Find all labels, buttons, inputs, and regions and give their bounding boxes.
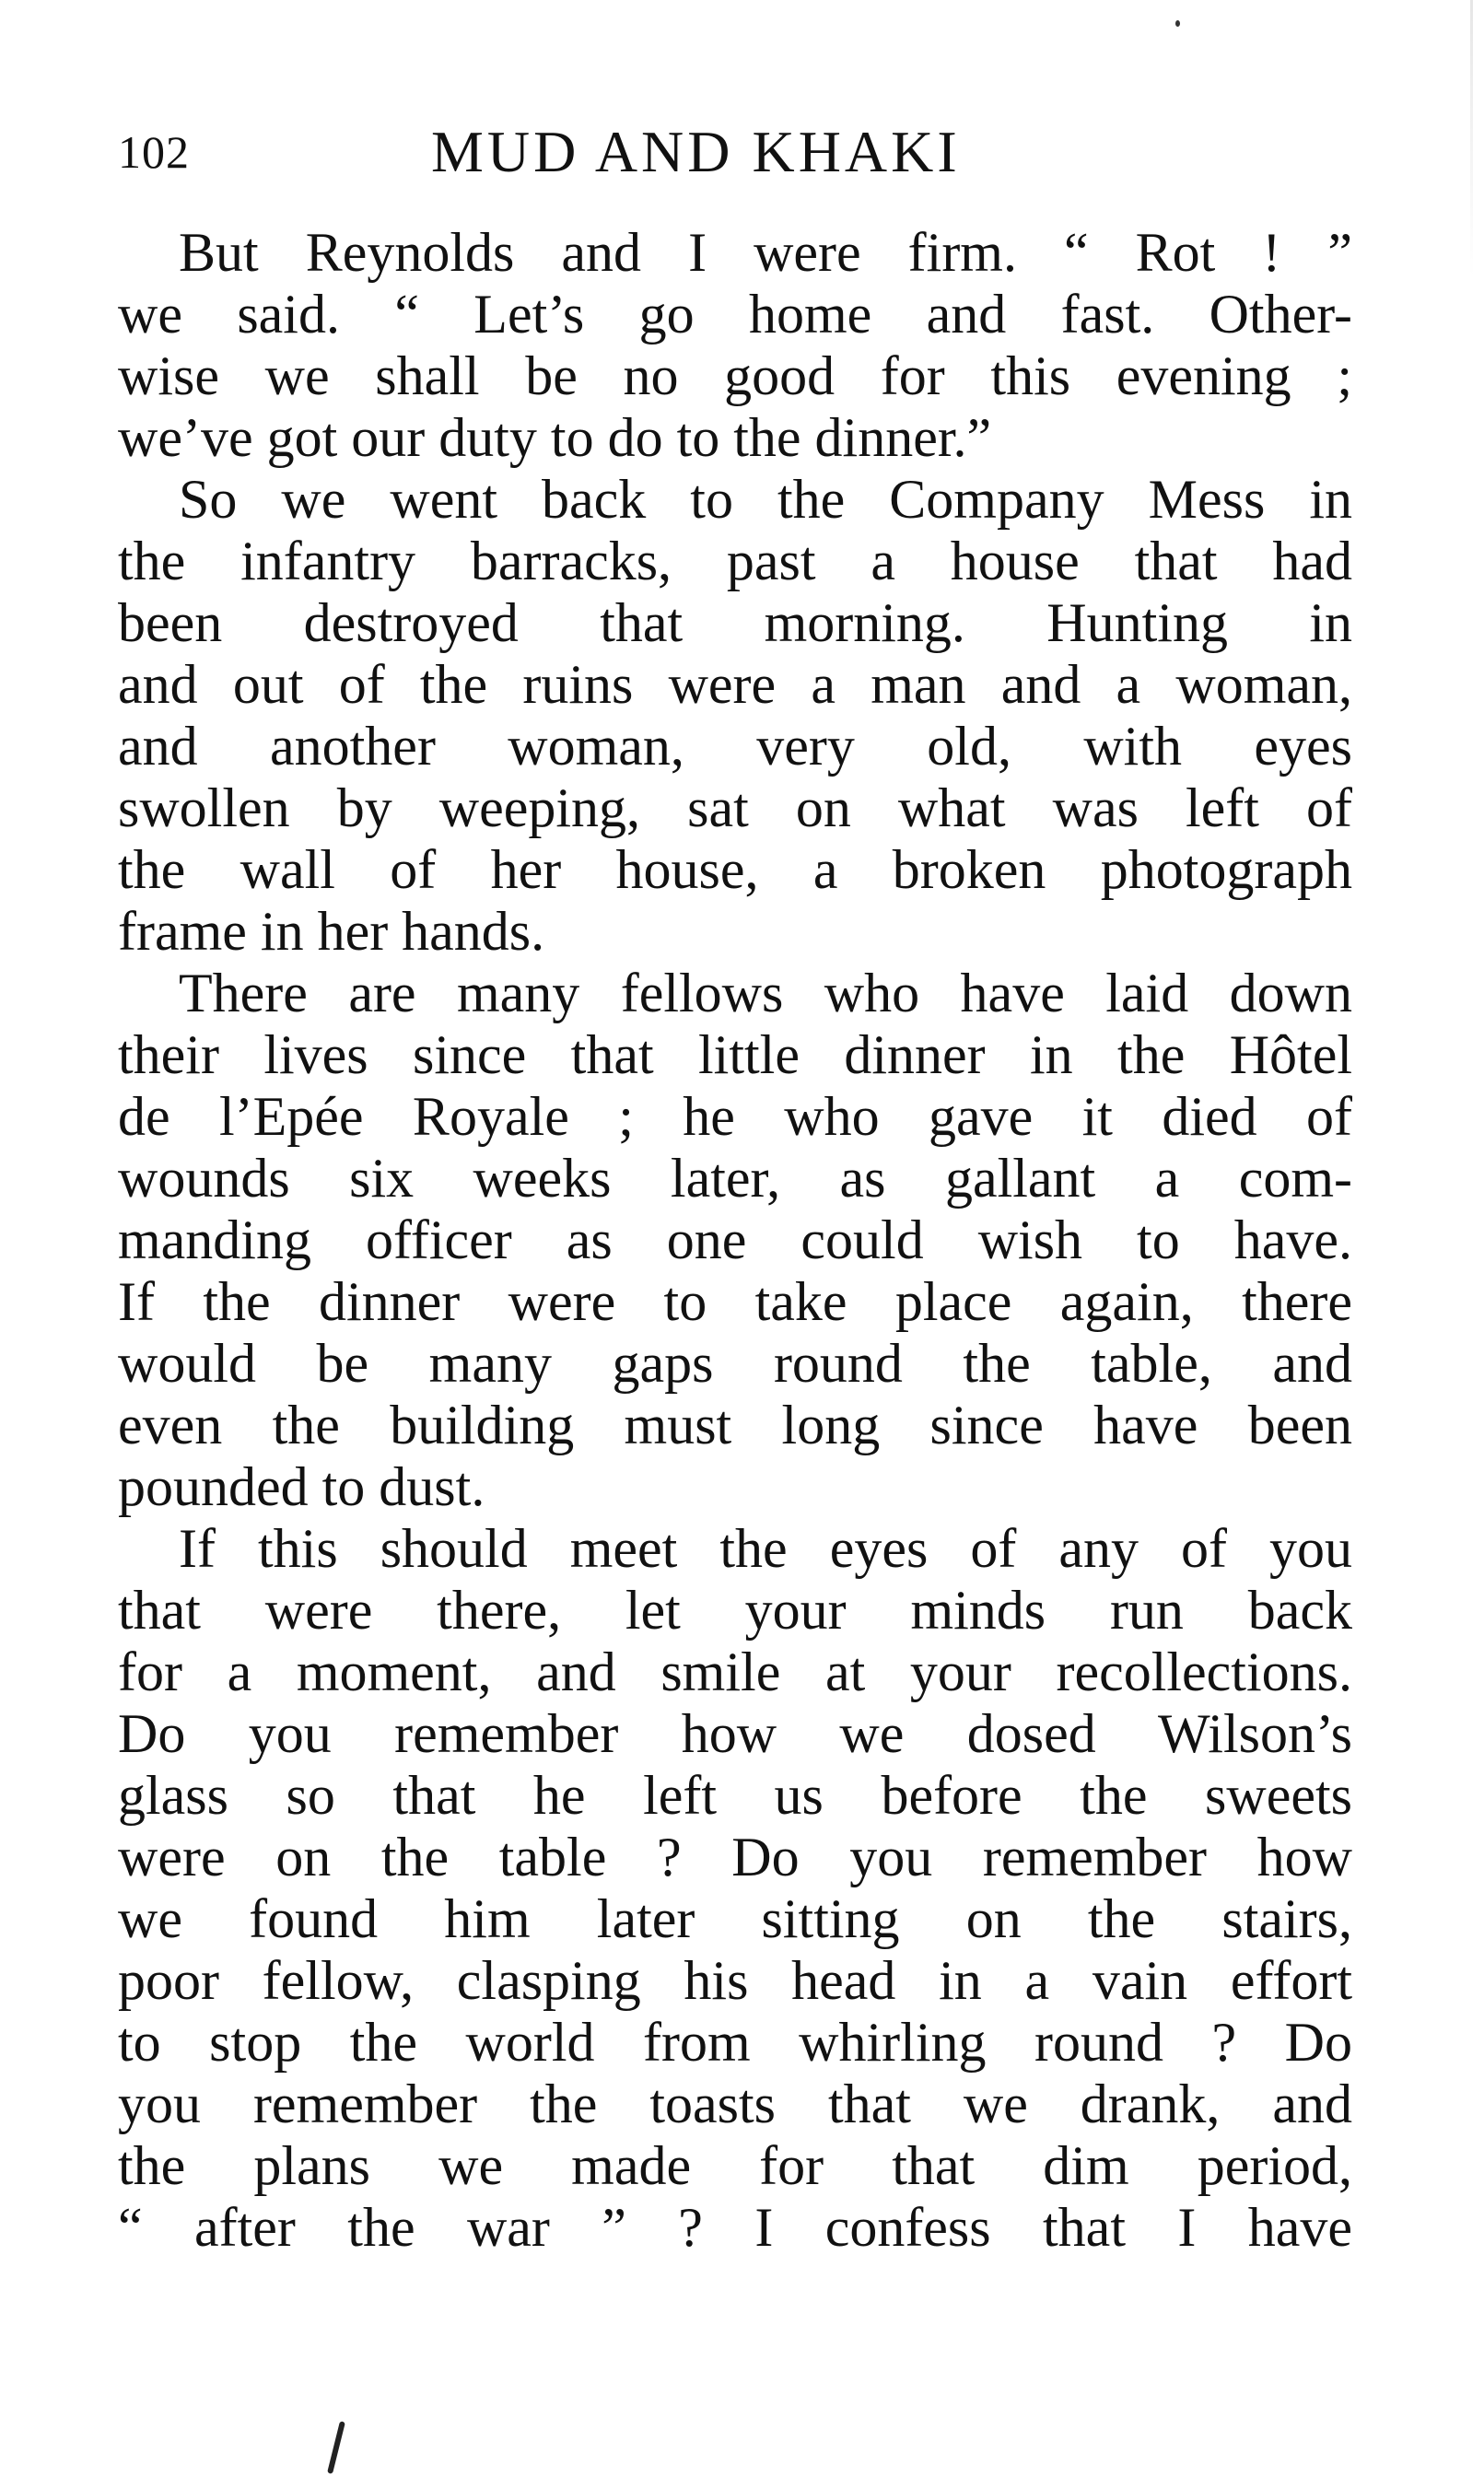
text-line: we said. “ Let’s go home and fast. Other- <box>118 284 1352 345</box>
text-line: and another woman, very old, with eyes <box>118 716 1352 777</box>
running-head <box>118 118 1352 192</box>
text-line: to stop the world from whirling round ? Do <box>118 2012 1352 2073</box>
text-line: and out of the ruins were a man and a woman, <box>118 654 1352 715</box>
text-line: But Reynolds and I were firm. “ Rot ! ” <box>179 222 1352 283</box>
text-line: the plans we made for that dim period, <box>118 2135 1352 2196</box>
text-line: we’ve got our duty to do to the dinner.” <box>118 407 992 468</box>
running-title: MUD AND KHAKI <box>431 119 961 184</box>
text-line: would be many gaps round the table, and <box>118 1333 1352 1394</box>
text-line: If the dinner were to take place again, there <box>118 1271 1352 1332</box>
text-line: their lives since that little dinner in the Hôtel <box>118 1024 1352 1085</box>
text-line: “ after the war ” ? I confess that I have <box>118 2197 1352 2258</box>
text-line: the infantry barracks, past a house that had <box>118 531 1352 591</box>
text-line: poor fellow, clasping his head in a vain effort <box>118 1950 1352 2011</box>
text-line: glass so that he left us before the sweets <box>118 1765 1352 1826</box>
text-line: for a moment, and smile at your recollections. <box>118 1642 1352 1702</box>
text-line: we found him later sitting on the stairs, <box>118 1888 1352 1949</box>
text-line: wounds six weeks later, as gallant a com- <box>118 1148 1352 1209</box>
body-text <box>118 222 1352 2259</box>
text-line: wise we shall be no good for this evening ; <box>118 345 1352 406</box>
text-line: frame in her hands. <box>118 901 545 962</box>
text-line: There are many fellows who have laid down <box>179 963 1352 1023</box>
text-line: were on the table ? Do you remember how <box>118 1827 1352 1887</box>
text-line: So we went back to the Company Mess in <box>179 469 1352 530</box>
text-line: Do you remember how we dosed Wilson’s <box>118 1703 1352 1764</box>
text-line: swollen by weeping, sat on what was left of <box>118 777 1352 838</box>
pencil-mark <box>327 2421 345 2474</box>
text-line: manding officer as one could wish to have. <box>118 1209 1352 1270</box>
text-line: that were there, let your minds run back <box>118 1580 1352 1641</box>
text-line: de l’Epée Royale ; he who gave it died of <box>118 1086 1352 1147</box>
page-number: 102 <box>118 126 190 178</box>
text-line: you remember the toasts that we drank, and <box>118 2074 1352 2134</box>
text-line: If this should meet the eyes of any of you <box>179 1518 1352 1579</box>
text-line: the wall of her house, a broken photograph <box>118 839 1352 900</box>
ink-speck <box>1175 20 1180 27</box>
text-line: been destroyed that morning. Hunting in <box>118 592 1352 653</box>
page-edge-shadow <box>1470 0 1473 276</box>
text-line: even the building must long since have been <box>118 1395 1352 1455</box>
text-line: pounded to dust. <box>118 1456 485 1517</box>
